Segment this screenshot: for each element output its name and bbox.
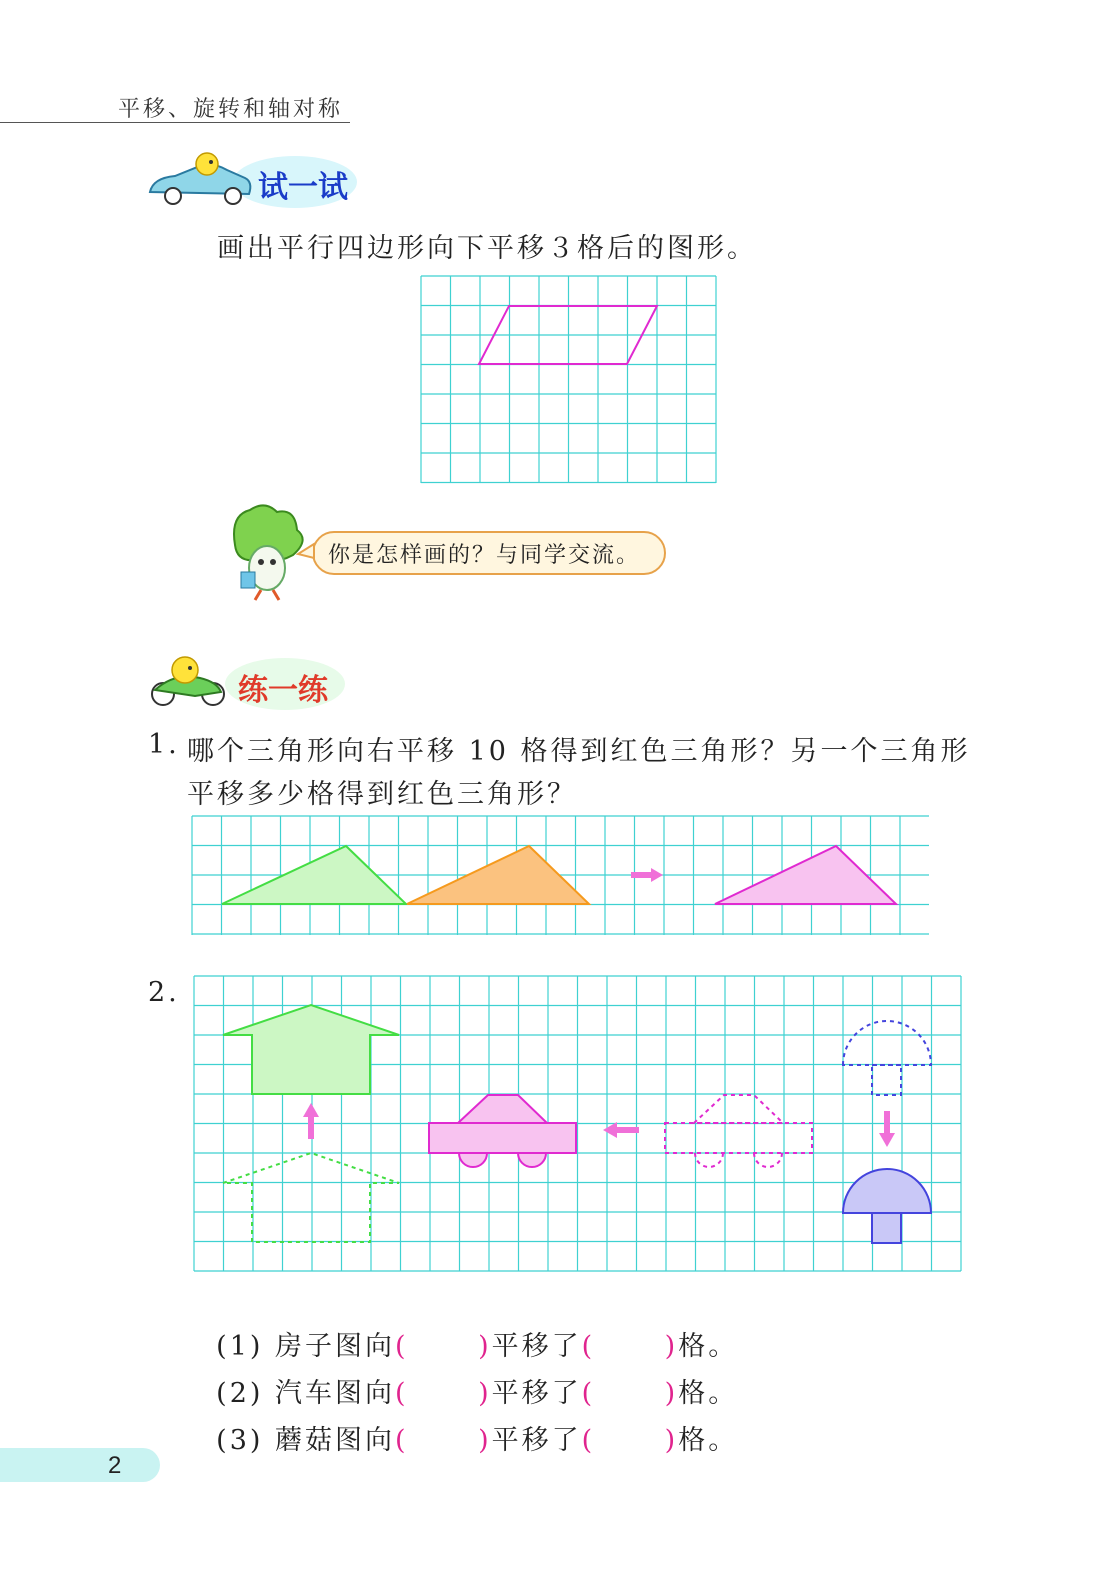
q1-line2: 平移多少格得到红色三角形？	[187, 779, 577, 810]
grid-lines	[421, 276, 716, 483]
practice-section-label: 练一练	[238, 673, 328, 708]
parallelogram-grid[interactable]	[420, 275, 718, 485]
triangles-grid[interactable]	[191, 815, 931, 937]
try-instruction: 画出平行四边形向下平移３格后的图形。	[217, 233, 757, 264]
down-arrow-icon	[879, 1111, 895, 1147]
shapes-grid[interactable]	[193, 975, 963, 1273]
car-mascot-icon	[150, 153, 250, 204]
try-section-label: 试一试	[258, 170, 348, 205]
header-divider	[0, 122, 350, 123]
car-solid	[429, 1095, 576, 1167]
up-arrow-icon	[303, 1103, 319, 1139]
q1-line1: 哪个三角形向右平移 10 格得到红色三角形？另一个三角形	[187, 736, 971, 767]
q2-number: 2.	[148, 977, 180, 1008]
house-solid	[223, 1005, 399, 1094]
answer-blank-direction-3[interactable]	[409, 1425, 479, 1456]
bubble-pointer	[296, 542, 316, 562]
right-arrow-icon	[631, 868, 663, 882]
tip-text: 你是怎样画的？与同学交流。	[328, 543, 641, 568]
q1-number: 1.	[148, 729, 180, 760]
mushroom-dashed	[843, 1021, 931, 1095]
left-arrow-icon	[603, 1122, 639, 1138]
car-dashed	[665, 1095, 812, 1167]
house-dashed	[223, 1153, 399, 1242]
page-number-tab	[0, 1448, 160, 1482]
answer-blank-steps-3[interactable]	[595, 1425, 665, 1456]
page-number: 2	[108, 1452, 122, 1479]
mushroom-solid	[843, 1169, 931, 1243]
chapter-title: 平移、旋转和轴对称	[118, 97, 344, 122]
sub-question-3: (3) 蘑菇图向( )平移了( )格。	[216, 1425, 739, 1456]
sub-question-1: (1) 房子图向( )平移了( )格。	[216, 1331, 739, 1362]
motorbike-mascot-icon	[152, 657, 224, 705]
sub-question-2: (2) 汽车图向( )平移了( )格。	[216, 1378, 739, 1409]
